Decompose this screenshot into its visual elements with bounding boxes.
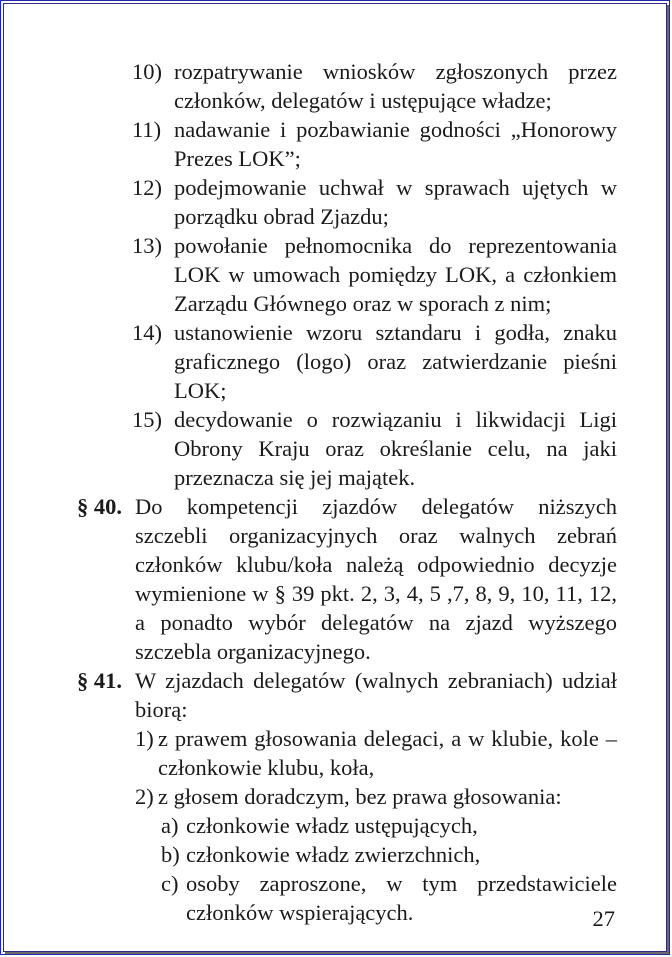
list-item: [132, 318, 617, 405]
item-text: rozpatrywanie wniosków zgłoszonych przez członków, delegatów i ustępujące władze;: [174, 59, 617, 113]
item-number: 1): [135, 726, 154, 751]
page-number: 27: [592, 906, 615, 931]
item-number: 13): [132, 233, 162, 258]
item-text: członkowie władz ustępujących,: [186, 813, 478, 838]
item-text: nadawanie i pozbawianie godności „Honorowy Prezes LOK”;: [174, 117, 617, 171]
item-letter: c): [161, 871, 179, 896]
list-item: [161, 811, 617, 840]
item-letter: b): [161, 842, 180, 867]
paragraph-text: W zjazdach delegatów (walnych zebraniach) udział biorą:: [135, 668, 617, 722]
list-item: [132, 405, 617, 492]
document-body: [77, 57, 617, 927]
item-text: z prawem głosowania delegaci, a w klubie, kole – członkowie klubu, koła,: [158, 726, 617, 780]
item-text: decydowanie o rozwiązaniu i likwidacji Ligi Obrony Kraju oraz określanie celu, na jaki przeznacza się jej majątek.: [174, 407, 617, 490]
paragraph-text: Do kompetencji zjazdów delegatów niższych szczebli organizacyjnych oraz walnych zebrań członków klubu/koła należą odpowiednio decyzje wymienione w § 39 pkt. 2, 3, 4, 5 ,7, 8, 9, 10, 11, 12, a ponadto wybór delegatów na zjazd wyższego szczebla organizacyjnego.: [135, 494, 617, 664]
list-item: [135, 724, 617, 782]
item-text: osoby zaproszone, w tym przedstawiciele członków wspierających.: [186, 871, 617, 925]
item-text: z głosem doradczym, bez prawa głosowania:: [158, 784, 562, 809]
list-item: [132, 173, 617, 231]
item-number: 11): [132, 117, 162, 142]
paragraph-number: § 41.: [77, 668, 122, 693]
paragraph-number: § 40.: [77, 494, 122, 519]
list-item: [135, 782, 617, 811]
item-letter: a): [161, 813, 179, 838]
item-number: 12): [132, 175, 162, 200]
item-text: członkowie władz zwierzchnich,: [186, 842, 481, 867]
paragraph-40: [77, 492, 617, 666]
item-number: 14): [132, 320, 162, 345]
item-number: 15): [132, 407, 162, 432]
list-item: [132, 231, 617, 318]
item-text: podejmowanie uchwał w sprawach ujętych w porządku obrad Zjazdu;: [174, 175, 617, 229]
list-item: [161, 840, 617, 869]
item-number: 10): [132, 59, 162, 84]
item-text: powołanie pełnomocnika do reprezentowania LOK w umowach pomiędzy LOK, a członkiem Zarządu Głównego oraz w sporach z nim;: [174, 233, 617, 316]
list-item: [132, 57, 617, 115]
list-item: [132, 115, 617, 173]
item-text: ustanowienie wzoru sztandaru i godła, znaku graficznego (logo) oraz zatwierdzanie pieśni LOK;: [174, 320, 617, 403]
list-item: [161, 869, 617, 927]
item-number: 2): [135, 784, 154, 809]
paragraph-41: [77, 666, 617, 724]
